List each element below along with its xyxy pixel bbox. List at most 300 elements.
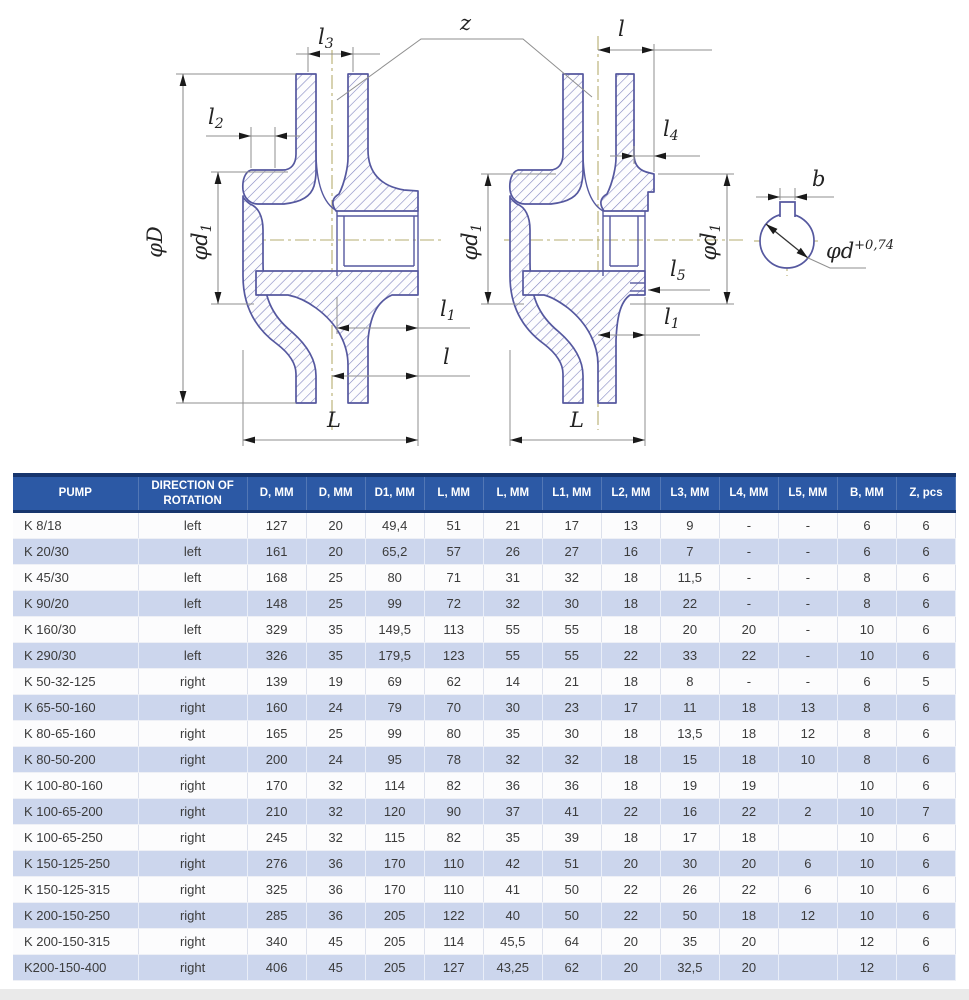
table-cell: 6	[896, 825, 955, 851]
table-cell: 6	[837, 512, 896, 539]
table-cell: -	[719, 539, 778, 565]
table-cell: right	[138, 669, 247, 695]
table-cell: 245	[247, 825, 306, 851]
table-cell: right	[138, 799, 247, 825]
table-row	[13, 851, 956, 877]
table-cell: 18	[601, 825, 660, 851]
impeller-left-section	[243, 74, 418, 403]
table-cell	[778, 955, 837, 981]
table-cell: 22	[601, 877, 660, 903]
column-header: L, MM	[424, 475, 483, 512]
table-cell: 20	[306, 512, 365, 539]
table-cell: 22	[660, 591, 719, 617]
table-cell: 35	[483, 825, 542, 851]
table-cell: -	[778, 643, 837, 669]
label-l1-right: l1	[664, 305, 680, 332]
table-row	[13, 773, 956, 799]
table-cell: 14	[483, 669, 542, 695]
table-cell: 35	[306, 643, 365, 669]
table-row	[13, 877, 956, 903]
table-cell: right	[138, 877, 247, 903]
table-cell: 45	[306, 955, 365, 981]
pump-name-cell: K 160/30	[13, 617, 138, 643]
table-cell: 36	[306, 851, 365, 877]
table-cell: 6	[896, 565, 955, 591]
table-cell: 20	[601, 929, 660, 955]
table-cell: 110	[424, 877, 483, 903]
table-cell: 41	[542, 799, 601, 825]
label-phid: $\varphi d^{+0,74}$	[826, 238, 894, 263]
table-cell: 80	[365, 565, 424, 591]
table-cell: 35	[483, 721, 542, 747]
table-cell: 18	[601, 617, 660, 643]
table-cell: 7	[660, 539, 719, 565]
table-cell: 16	[660, 799, 719, 825]
table-cell: 205	[365, 929, 424, 955]
table-cell: 115	[365, 825, 424, 851]
table-cell: 57	[424, 539, 483, 565]
table-cell: 32	[306, 773, 365, 799]
table-cell: 6	[896, 512, 955, 539]
pump-name-cell: K 150-125-250	[13, 851, 138, 877]
table-cell: 168	[247, 565, 306, 591]
pump-name-cell: K 20/30	[13, 539, 138, 565]
table-cell: left	[138, 591, 247, 617]
label-l-right: l	[618, 17, 625, 41]
table-cell: 113	[424, 617, 483, 643]
table-cell: right	[138, 903, 247, 929]
table-cell: 64	[542, 929, 601, 955]
table-cell: 205	[365, 903, 424, 929]
table-cell: 139	[247, 669, 306, 695]
table-cell: 149,5	[365, 617, 424, 643]
column-header: L3, MM	[660, 475, 719, 512]
table-cell: 37	[483, 799, 542, 825]
table-cell: 165	[247, 721, 306, 747]
table-cell: 90	[424, 799, 483, 825]
table-cell: 18	[601, 721, 660, 747]
table-row	[13, 747, 956, 773]
table-cell: 71	[424, 565, 483, 591]
label-l3: l3	[318, 25, 334, 52]
table-cell: 15	[660, 747, 719, 773]
table-cell: 25	[306, 721, 365, 747]
table-cell: 6	[896, 591, 955, 617]
pump-name-cell: K 200-150-315	[13, 929, 138, 955]
table-row	[13, 825, 956, 851]
column-header: D1, MM	[365, 475, 424, 512]
table-cell: 12	[837, 955, 896, 981]
pump-name-cell: K 80-65-160	[13, 721, 138, 747]
table-cell: 70	[424, 695, 483, 721]
table-cell: 276	[247, 851, 306, 877]
table-cell: 6	[837, 669, 896, 695]
table-row	[13, 695, 956, 721]
table-cell: 127	[247, 512, 306, 539]
pump-name-cell: K 90/20	[13, 591, 138, 617]
column-header: DIRECTION OF ROTATION	[138, 475, 247, 512]
table-cell: right	[138, 747, 247, 773]
pump-name-cell: K 290/30	[13, 643, 138, 669]
table-cell: left	[138, 617, 247, 643]
table-cell: 329	[247, 617, 306, 643]
table-cell: 50	[542, 903, 601, 929]
left-impeller-disc-top	[333, 74, 418, 211]
table-cell: 170	[365, 877, 424, 903]
table-cell: 18	[719, 695, 778, 721]
table-cell: -	[778, 565, 837, 591]
column-header: L, MM	[483, 475, 542, 512]
table-cell: 79	[365, 695, 424, 721]
table-cell: 82	[424, 773, 483, 799]
table-cell: 17	[660, 825, 719, 851]
table-cell: 120	[365, 799, 424, 825]
table-cell: 30	[483, 695, 542, 721]
table-cell: 32	[542, 565, 601, 591]
label-z: z	[460, 11, 472, 35]
table-row	[13, 669, 956, 695]
pump-name-cell: K 150-125-315	[13, 877, 138, 903]
table-cell: 78	[424, 747, 483, 773]
pump-name-cell: K 100-65-250	[13, 825, 138, 851]
table-cell: 19	[660, 773, 719, 799]
table-cell: right	[138, 721, 247, 747]
table-cell: 45	[306, 929, 365, 955]
table-row	[13, 955, 956, 981]
table-cell: 10	[837, 825, 896, 851]
table-cell: 13	[778, 695, 837, 721]
column-header: D, MM	[306, 475, 365, 512]
label-l5: l5	[670, 257, 686, 284]
table-cell: 6	[896, 903, 955, 929]
table-cell: 6	[896, 539, 955, 565]
table-cell: 22	[601, 799, 660, 825]
table-row	[13, 929, 956, 955]
table-row	[13, 512, 956, 539]
table-cell: 51	[542, 851, 601, 877]
table-cell: 62	[424, 669, 483, 695]
table-cell: 33	[660, 643, 719, 669]
table-cell: 13,5	[660, 721, 719, 747]
table-cell: 6	[896, 929, 955, 955]
table-cell: -	[778, 512, 837, 539]
column-header: D, MM	[247, 475, 306, 512]
table-cell: 8	[837, 565, 896, 591]
table-cell: 36	[483, 773, 542, 799]
table-cell: 20	[719, 929, 778, 955]
table-cell: 32	[483, 591, 542, 617]
table-cell: right	[138, 825, 247, 851]
table-cell: 31	[483, 565, 542, 591]
table-cell: 42	[483, 851, 542, 877]
label-L-right: L	[570, 408, 584, 432]
table-cell: 51	[424, 512, 483, 539]
table-cell: 55	[483, 617, 542, 643]
table-cell: 18	[601, 773, 660, 799]
column-header: PUMP	[13, 475, 138, 512]
pump-name-cell: K 200-150-250	[13, 903, 138, 929]
table-cell: 36	[306, 903, 365, 929]
table-cell: -	[778, 539, 837, 565]
table-cell: left	[138, 565, 247, 591]
table-cell: right	[138, 955, 247, 981]
table-cell: 23	[542, 695, 601, 721]
table-cell: 19	[719, 773, 778, 799]
table-cell: 25	[306, 565, 365, 591]
table-row	[13, 721, 956, 747]
table-cell: 36	[306, 877, 365, 903]
keyway-slot	[780, 202, 795, 217]
table-cell: 24	[306, 747, 365, 773]
label-b: b	[812, 167, 826, 191]
table-cell: left	[138, 512, 247, 539]
table-cell: 95	[365, 747, 424, 773]
table-cell: -	[719, 591, 778, 617]
table-row	[13, 539, 956, 565]
table-cell: -	[778, 617, 837, 643]
table-cell: 21	[542, 669, 601, 695]
column-header: L4, MM	[719, 475, 778, 512]
table-cell: 30	[542, 591, 601, 617]
table-cell: 6	[896, 773, 955, 799]
table-cell: 114	[424, 929, 483, 955]
bottom-strip	[0, 989, 969, 1000]
table-cell: 99	[365, 721, 424, 747]
table-cell: 22	[719, 799, 778, 825]
table-cell: 6	[896, 643, 955, 669]
table-cell: 43,25	[483, 955, 542, 981]
table-cell: 35	[306, 617, 365, 643]
table-row	[13, 903, 956, 929]
table-cell: 55	[542, 617, 601, 643]
table-cell: 2	[778, 799, 837, 825]
pump-name-cell: K 65-50-160	[13, 695, 138, 721]
table-cell: 19	[306, 669, 365, 695]
table-cell: 170	[247, 773, 306, 799]
pump-name-cell: K200-150-400	[13, 955, 138, 981]
label-phid1-right-right: φd1	[697, 223, 724, 261]
column-header: L5, MM	[778, 475, 837, 512]
table-cell: 10	[837, 851, 896, 877]
table-cell: 26	[483, 539, 542, 565]
table-cell: 148	[247, 591, 306, 617]
table-cell: 205	[365, 955, 424, 981]
table-cell: 21	[483, 512, 542, 539]
table-cell: 49,4	[365, 512, 424, 539]
table-cell: 170	[365, 851, 424, 877]
table-cell: 32	[306, 799, 365, 825]
label-l2: l2	[208, 105, 224, 132]
table-cell: 13	[601, 512, 660, 539]
table-cell: 6	[896, 851, 955, 877]
table-cell: 18	[601, 669, 660, 695]
table-cell: 8	[837, 721, 896, 747]
pump-table-header	[13, 475, 956, 512]
pump-name-cell: K 8/18	[13, 512, 138, 539]
table-cell: 6	[896, 695, 955, 721]
table-cell: 5	[896, 669, 955, 695]
table-cell: -	[719, 512, 778, 539]
table-cell: 10	[837, 617, 896, 643]
table-cell: 122	[424, 903, 483, 929]
table-cell: 50	[542, 877, 601, 903]
pump-name-cell: K 100-65-200	[13, 799, 138, 825]
column-header: L2, MM	[601, 475, 660, 512]
pump-name-cell: K 100-80-160	[13, 773, 138, 799]
table-cell: right	[138, 773, 247, 799]
column-header: L1, MM	[542, 475, 601, 512]
table-cell: 55	[483, 643, 542, 669]
table-cell: 32	[483, 747, 542, 773]
label-phiD: φD	[143, 226, 167, 258]
table-cell: 6	[778, 851, 837, 877]
table-cell: 8	[837, 747, 896, 773]
table-cell: 6	[896, 617, 955, 643]
pump-name-cell: K 45/30	[13, 565, 138, 591]
table-cell: 127	[424, 955, 483, 981]
table-cell: 9	[660, 512, 719, 539]
label-l4: l4	[663, 117, 679, 144]
table-cell	[778, 929, 837, 955]
table-cell: 10	[837, 799, 896, 825]
table-cell: 30	[660, 851, 719, 877]
table-cell: 32	[306, 825, 365, 851]
table-cell: right	[138, 695, 247, 721]
table-cell: 32	[542, 747, 601, 773]
pump-name-cell: K 50-32-125	[13, 669, 138, 695]
table-cell: 8	[837, 695, 896, 721]
table-cell	[778, 825, 837, 851]
table-cell: right	[138, 851, 247, 877]
table-cell: 72	[424, 591, 483, 617]
table-cell: 10	[837, 877, 896, 903]
label-l-left: l	[443, 345, 450, 369]
table-cell: 161	[247, 539, 306, 565]
table-cell: 22	[601, 643, 660, 669]
label-phid1-left: φd1	[188, 223, 215, 261]
dimension-lines	[183, 50, 834, 440]
table-cell: -	[778, 669, 837, 695]
table-cell: 18	[719, 903, 778, 929]
table-cell: 20	[306, 539, 365, 565]
label-L-left: L	[327, 408, 341, 432]
table-cell: 179,5	[365, 643, 424, 669]
table-cell: 22	[719, 643, 778, 669]
table-cell: 80	[424, 721, 483, 747]
centerlines	[245, 36, 821, 430]
table-cell: 40	[483, 903, 542, 929]
table-cell: 50	[660, 903, 719, 929]
table-cell: 20	[601, 851, 660, 877]
table-cell: 8	[837, 591, 896, 617]
table-cell: right	[138, 929, 247, 955]
table-cell: 114	[365, 773, 424, 799]
table-cell: 18	[719, 721, 778, 747]
table-cell: 35	[660, 929, 719, 955]
impeller-right-section	[510, 74, 654, 403]
table-cell: 11,5	[660, 565, 719, 591]
table-cell: 18	[601, 565, 660, 591]
table-row	[13, 643, 956, 669]
table-cell	[778, 773, 837, 799]
table-cell: 6	[896, 721, 955, 747]
table-cell: 325	[247, 877, 306, 903]
table-cell: 10	[837, 773, 896, 799]
table-cell: 45,5	[483, 929, 542, 955]
table-cell: 123	[424, 643, 483, 669]
table-cell: 20	[719, 851, 778, 877]
table-cell: 6	[896, 747, 955, 773]
table-cell: 62	[542, 955, 601, 981]
table-cell: 20	[719, 617, 778, 643]
table-cell: 17	[601, 695, 660, 721]
table-cell: 41	[483, 877, 542, 903]
label-l1-left: l1	[440, 297, 456, 324]
table-cell: 39	[542, 825, 601, 851]
table-cell: 326	[247, 643, 306, 669]
table-cell: left	[138, 643, 247, 669]
table-cell: 6	[896, 955, 955, 981]
label-phid1-right-left: φd1	[458, 223, 485, 261]
column-header: Z, pcs	[896, 475, 955, 512]
table-cell: 200	[247, 747, 306, 773]
table-cell: 36	[542, 773, 601, 799]
table-cell: 10	[837, 903, 896, 929]
table-cell: 160	[247, 695, 306, 721]
table-cell: 20	[660, 617, 719, 643]
table-cell: 20	[719, 955, 778, 981]
pump-name-cell: K 80-50-200	[13, 747, 138, 773]
right-impeller-disc-top	[601, 74, 654, 211]
table-cell: 22	[719, 877, 778, 903]
pump-table	[13, 473, 956, 981]
table-cell: 22	[601, 903, 660, 929]
table-cell: 26	[660, 877, 719, 903]
table-cell: 7	[896, 799, 955, 825]
table-cell: 12	[778, 721, 837, 747]
table-cell: 110	[424, 851, 483, 877]
table-cell: 340	[247, 929, 306, 955]
table-cell: 18	[601, 747, 660, 773]
right-impeller-shroud-top	[510, 74, 583, 204]
table-cell: -	[778, 591, 837, 617]
table-cell: 6	[778, 877, 837, 903]
table-cell: 10	[778, 747, 837, 773]
table-row	[13, 591, 956, 617]
table-cell: 18	[719, 825, 778, 851]
table-cell: 16	[601, 539, 660, 565]
table-cell: 210	[247, 799, 306, 825]
table-cell: 20	[601, 955, 660, 981]
table-cell: 24	[306, 695, 365, 721]
table-cell: 6	[837, 539, 896, 565]
table-cell: -	[719, 669, 778, 695]
table-row	[13, 617, 956, 643]
table-cell: 285	[247, 903, 306, 929]
table-cell: 55	[542, 643, 601, 669]
technical-drawing	[0, 0, 969, 470]
table-cell: 6	[896, 877, 955, 903]
table-cell: 406	[247, 955, 306, 981]
table-cell: 25	[306, 591, 365, 617]
table-cell: 12	[778, 903, 837, 929]
table-cell: 82	[424, 825, 483, 851]
column-header: B, MM	[837, 475, 896, 512]
shaft-bore-detail	[760, 202, 814, 268]
table-cell: 27	[542, 539, 601, 565]
table-cell: 32,5	[660, 955, 719, 981]
table-cell: 99	[365, 591, 424, 617]
